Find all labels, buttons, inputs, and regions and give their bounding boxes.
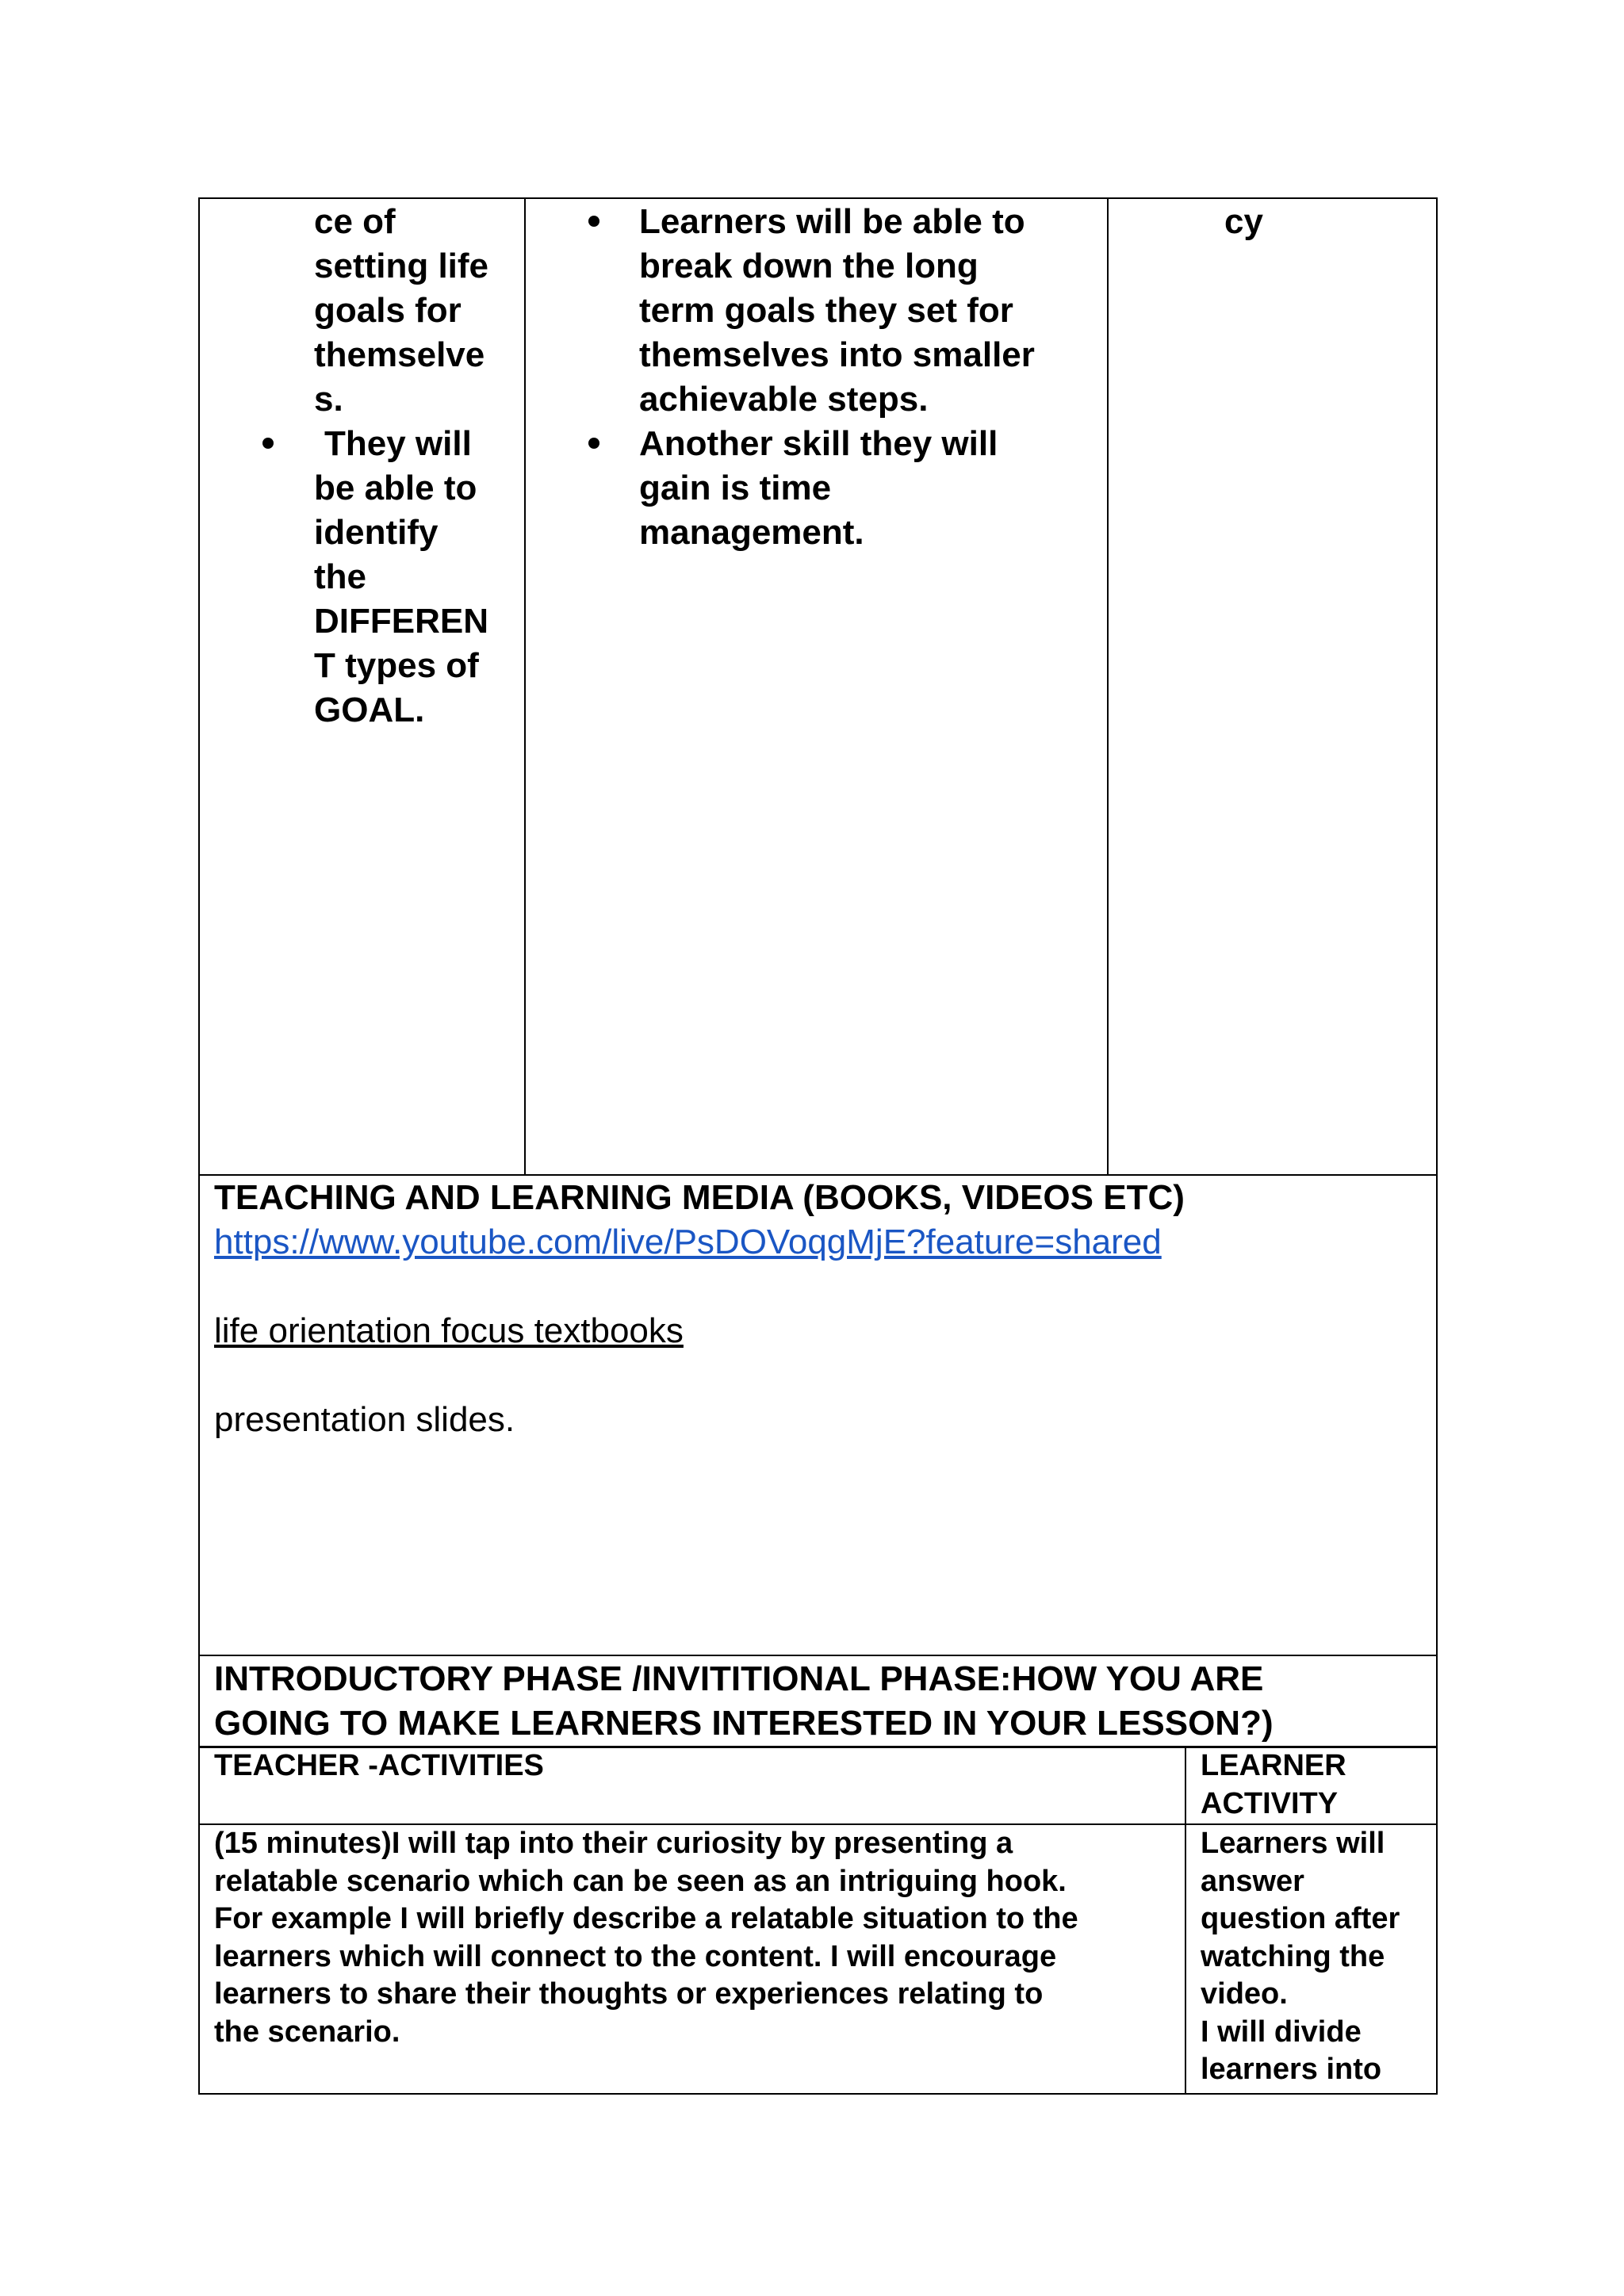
- objectives-col2-bullet-1: [639, 200, 1103, 422]
- text-line: learners into: [1201, 2053, 1382, 2086]
- text-line: I will divide: [1201, 2015, 1362, 2049]
- text-line: gain is time: [639, 469, 832, 507]
- objectives-col1-continued: [314, 200, 520, 422]
- media-slides-item: presentation slides.: [214, 1400, 515, 1439]
- learner-activity-text: [1201, 1825, 1400, 2089]
- text-line: DIFFEREN: [314, 602, 488, 641]
- text-line: the scenario.: [214, 2015, 400, 2049]
- text-line: INTRODUCTORY PHASE /INVITITIONAL PHASE:HOW YOU ARE: [214, 1659, 1264, 1698]
- intro-heading: [214, 1657, 1274, 1746]
- text-line: the: [314, 557, 366, 596]
- bullet-icon: [262, 438, 274, 449]
- text-line: Learners will: [1201, 1827, 1385, 1860]
- text-line: themselves into smaller: [639, 335, 1035, 374]
- text-line: (15 minutes)I will tap into their curiosity by presenting a: [214, 1827, 1013, 1860]
- text-line: video.: [1201, 1977, 1288, 2011]
- text-line: Another skill they will: [639, 424, 998, 463]
- text-line: GOAL.: [314, 691, 425, 729]
- objectives-col2-bullet-2: [639, 422, 1103, 555]
- text-line: relatable scenario which can be seen as an intriguing hook.: [214, 1864, 1067, 1898]
- text-line: term goals they set for: [639, 291, 1013, 330]
- media-video-link[interactable]: https://www.youtube.com/live/PsDOVoqgMjE?feature=shared: [214, 1223, 1162, 1261]
- text-line: For example I will briefly describe a relatable situation to the: [214, 1902, 1078, 1935]
- text-line: themselve: [314, 335, 485, 374]
- text-line: ce of: [314, 202, 396, 241]
- text-line: be able to: [314, 469, 477, 507]
- bullet-icon: [588, 216, 599, 227]
- teacher-activities-header: TEACHER -ACTIVITIES: [214, 1749, 544, 1782]
- objectives-col-divider-1: [524, 197, 526, 1176]
- objectives-col1-bullet-text: [314, 422, 520, 733]
- learner-activity-header: [1201, 1747, 1346, 1823]
- text-line: learners to share their thoughts or experiences relating to: [214, 1977, 1044, 2011]
- text-line: break down the long: [639, 247, 979, 285]
- text-line: achievable steps.: [639, 380, 929, 419]
- activities-col-divider: [1185, 1747, 1186, 2095]
- media-heading: TEACHING AND LEARNING MEDIA (BOOKS, VIDEOS ETC): [214, 1178, 1185, 1217]
- text-line: goals for: [314, 291, 462, 330]
- teacher-activity-text: [214, 1825, 1078, 2051]
- text-line: ACTIVITY: [1201, 1786, 1339, 1820]
- text-line: question after: [1201, 1902, 1400, 1935]
- text-line: Learners will be able to: [639, 202, 1025, 241]
- text-line: setting life: [314, 247, 489, 285]
- text-line: watching the: [1201, 1939, 1385, 1973]
- bullet-icon: [588, 438, 599, 449]
- text-line: identify: [314, 513, 439, 552]
- text-line: answer: [1201, 1864, 1304, 1898]
- media-textbooks-item: life orientation focus textbooks: [214, 1311, 684, 1350]
- text-line: T types of: [314, 646, 479, 685]
- text-line: LEARNER: [1201, 1749, 1346, 1782]
- objectives-col3-text: cy: [1224, 202, 1263, 241]
- objectives-col-divider-2: [1107, 197, 1109, 1176]
- text-line: s.: [314, 380, 343, 419]
- text-line: learners which will connect to the content. I will encourage: [214, 1939, 1057, 1973]
- text-line: They will: [324, 424, 472, 463]
- text-line: management.: [639, 513, 864, 552]
- text-line: GOING TO MAKE LEARNERS INTERESTED IN YOUR LESSON?): [214, 1704, 1274, 1743]
